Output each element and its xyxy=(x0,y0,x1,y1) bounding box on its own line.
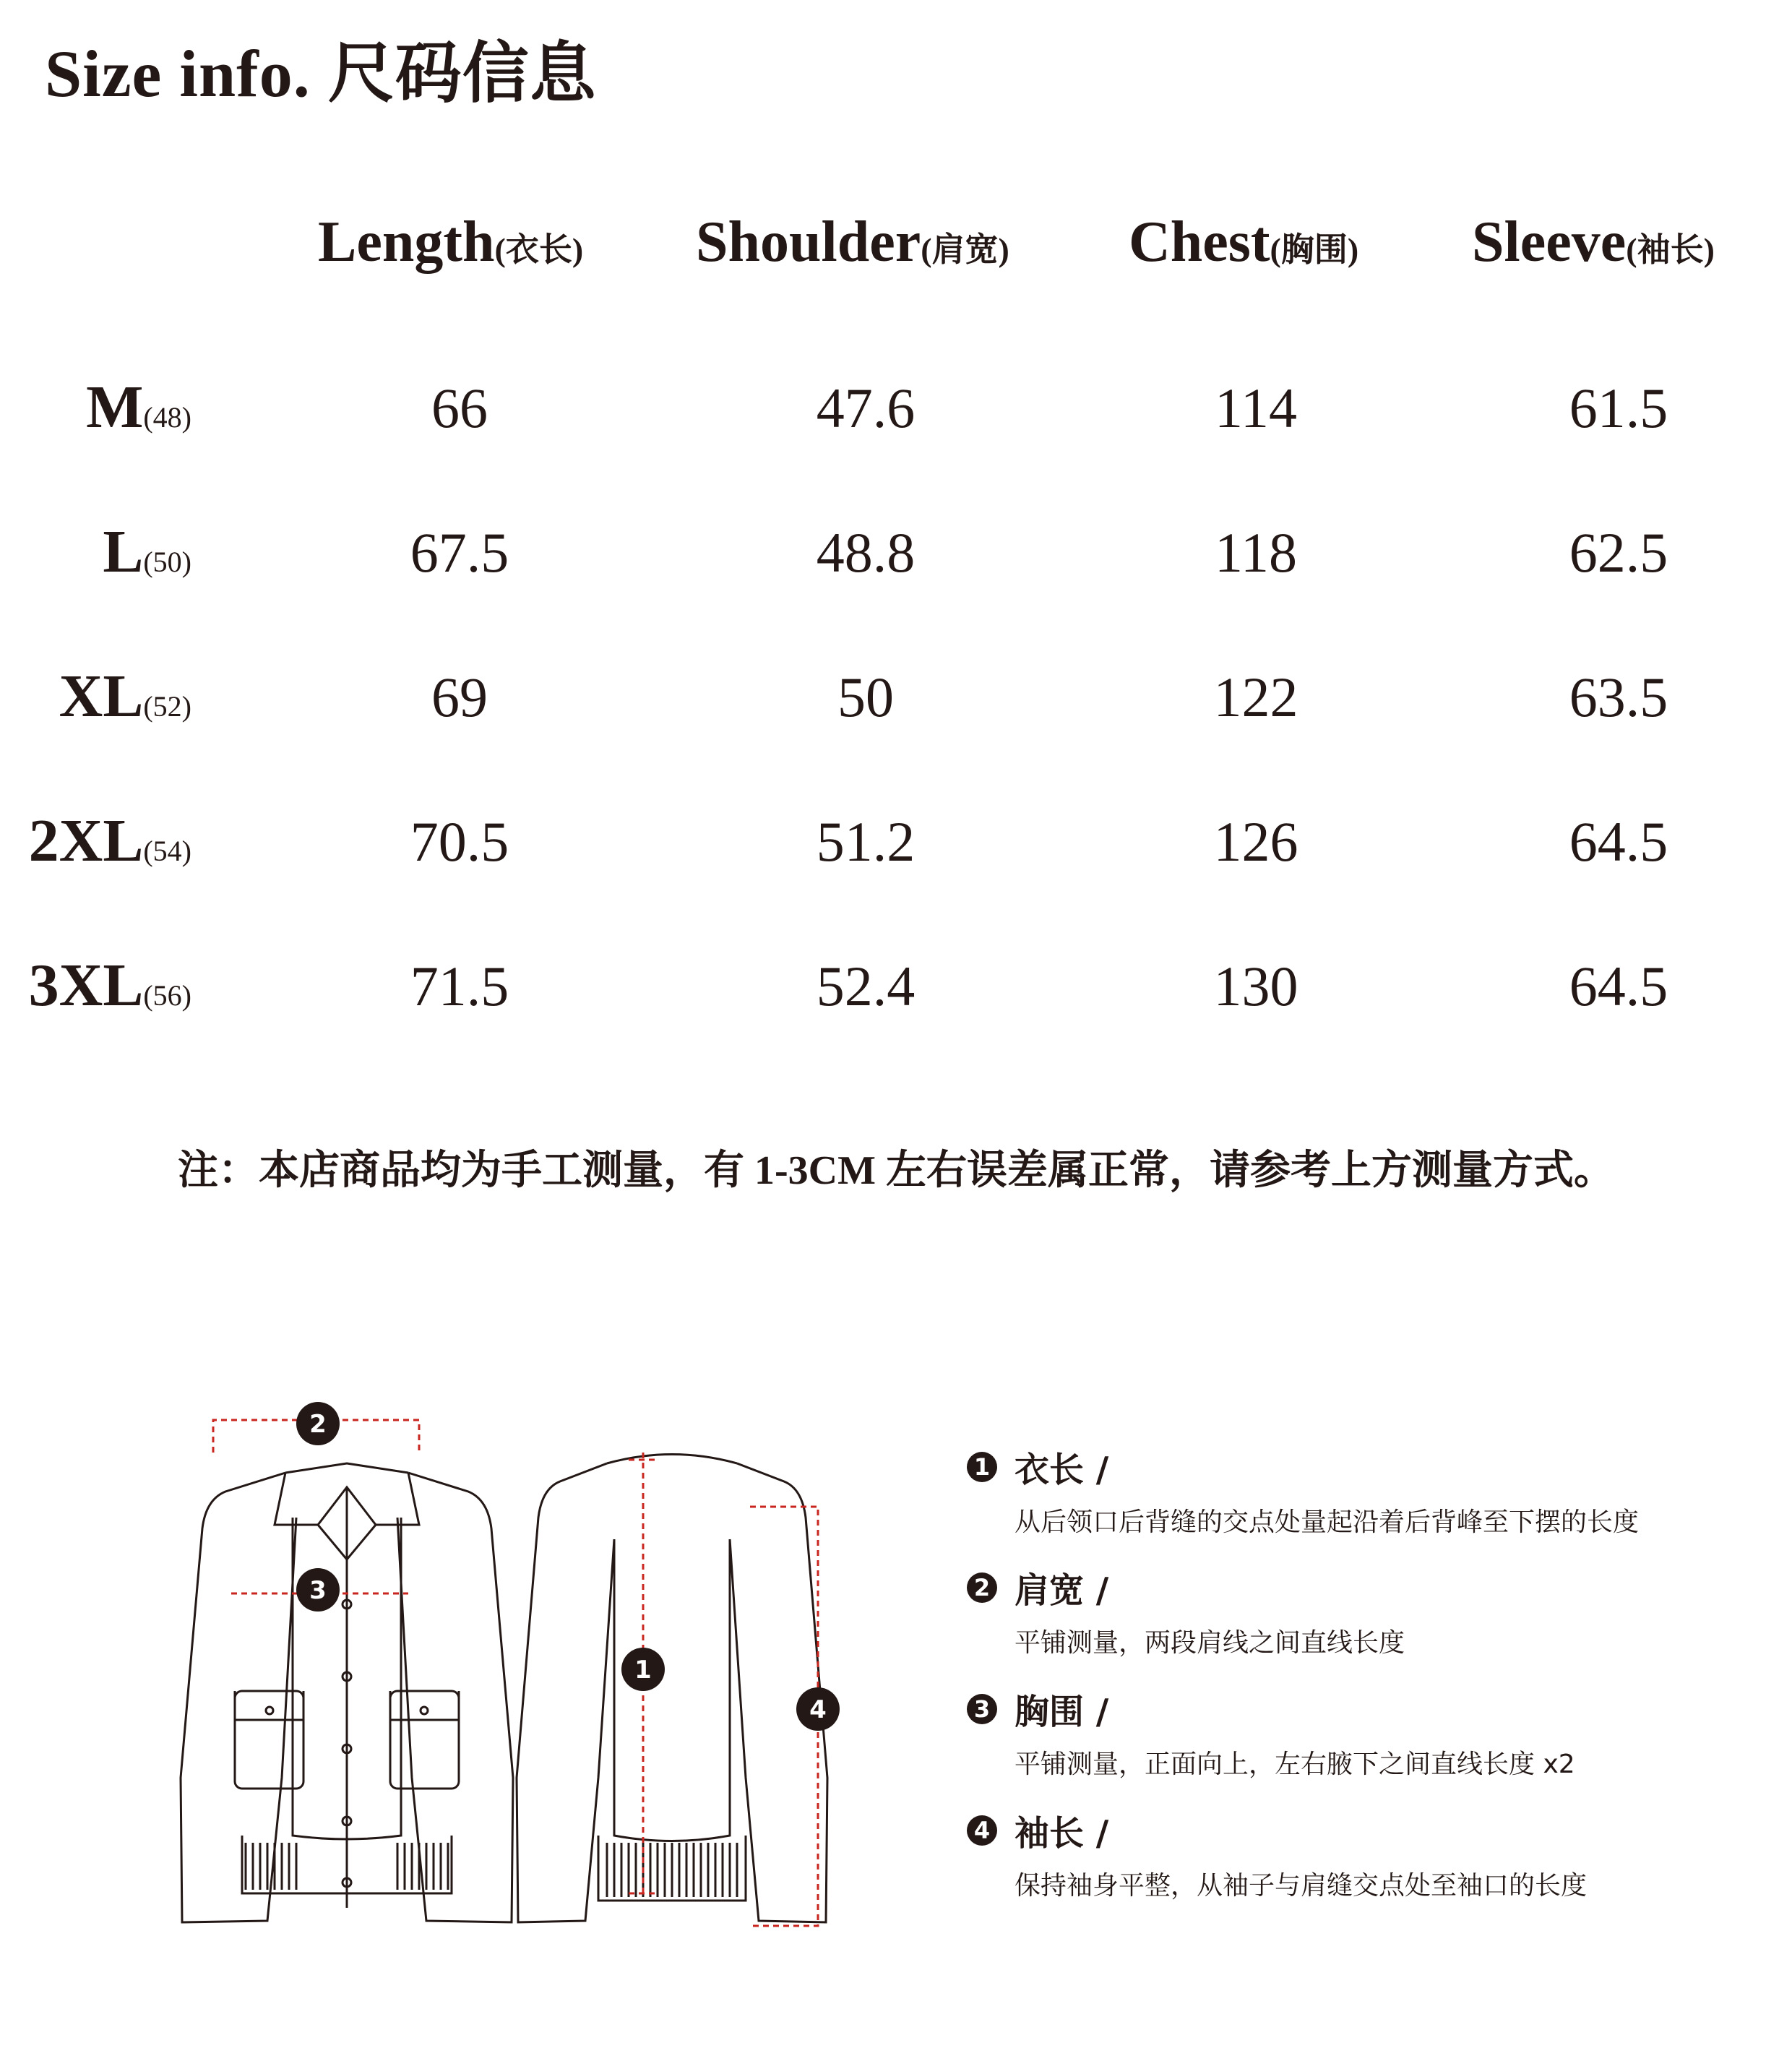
legend-item-chest xyxy=(967,1684,1575,1781)
legend-item-length xyxy=(967,1442,1639,1539)
legend-description: 保持袖身平整，从袖子与肩缝交点处至袖口的长度 xyxy=(1015,1871,1588,1901)
legend-description: 从后领口后背缝的交点处量起沿着后背峰至下摆的长度 xyxy=(1015,1507,1640,1537)
legend-number-badge: 2 xyxy=(967,1572,997,1603)
jacket-measurement-diagram xyxy=(166,1373,860,1951)
marker-1 xyxy=(621,1648,665,1691)
table-cell: 47.6 xyxy=(816,377,916,439)
marker-2 xyxy=(296,1402,340,1445)
table-cell: 126 xyxy=(1213,810,1298,873)
column-header-chest: Chest(胸围) xyxy=(1129,210,1359,274)
column-header-shoulder: Shoulder(肩宽) xyxy=(696,210,1009,274)
table-cell: 70.5 xyxy=(410,810,509,873)
legend-title: 肩宽 / xyxy=(1015,1570,1109,1611)
size-label-xl: XL(52) xyxy=(59,663,191,730)
table-cell: 62.5 xyxy=(1569,521,1668,584)
table-cell: 69 xyxy=(431,666,488,728)
table-cell: 66 xyxy=(431,377,488,439)
table-cell: 118 xyxy=(1214,521,1298,584)
size-label-2xl: 2XL(54) xyxy=(28,807,191,874)
legend-title: 胸围 / xyxy=(1015,1692,1109,1732)
legend-item-shoulder xyxy=(967,1562,1405,1659)
page-title: Size info. 尺码信息 xyxy=(45,37,597,111)
table-cell: 114 xyxy=(1214,377,1298,439)
legend-number-badge: 1 xyxy=(967,1452,997,1482)
table-cell: 61.5 xyxy=(1569,377,1668,439)
legend-title: 袖长 / xyxy=(1015,1813,1109,1854)
table-cell: 64.5 xyxy=(1569,810,1668,873)
table-cell: 71.5 xyxy=(410,955,509,1017)
marker-3-label: 3 xyxy=(309,1576,327,1605)
size-label-l: L(50) xyxy=(103,518,191,585)
column-header-length: Length(衣长) xyxy=(318,210,584,274)
size-label-m: M(48) xyxy=(86,374,191,441)
size-label-3xl: 3XL(56) xyxy=(28,952,191,1019)
legend-item-sleeve xyxy=(967,1805,1587,1902)
marker-2-label: 2 xyxy=(309,1410,327,1439)
legend-title: 衣长 / xyxy=(1015,1450,1109,1490)
table-cell: 50 xyxy=(837,666,894,728)
column-header-sleeve: Sleeve(袖长) xyxy=(1472,210,1715,274)
legend-number-badge: 4 xyxy=(967,1815,997,1846)
marker-4 xyxy=(796,1687,840,1731)
table-cell: 48.8 xyxy=(816,521,916,584)
jacket-front-illustration xyxy=(181,1463,513,1922)
table-cell: 64.5 xyxy=(1569,955,1668,1017)
table-cell: 52.4 xyxy=(816,955,916,1017)
marker-3 xyxy=(296,1568,340,1612)
legend-description: 平铺测量，两段肩线之间直线长度 xyxy=(1015,1628,1405,1658)
measurement-note: 注：本店商品均为手工测量，有 1-3CM 左右误差属正常，请参考上方测量方式。 xyxy=(178,1148,1614,1193)
marker-4-label: 4 xyxy=(809,1695,827,1724)
table-cell: 51.2 xyxy=(816,810,916,873)
table-cell: 130 xyxy=(1213,955,1298,1017)
measure-lines xyxy=(213,1420,818,1926)
table-cell: 122 xyxy=(1213,666,1298,728)
legend-number-badge: 3 xyxy=(967,1694,997,1724)
table-cell: 63.5 xyxy=(1569,666,1668,728)
table-cell: 67.5 xyxy=(410,521,509,584)
legend-description: 平铺测量，正面向上，左右腋下之间直线长度 x2 xyxy=(1015,1750,1575,1779)
jacket-back-illustration xyxy=(517,1455,827,1923)
marker-1-label: 1 xyxy=(634,1656,652,1684)
